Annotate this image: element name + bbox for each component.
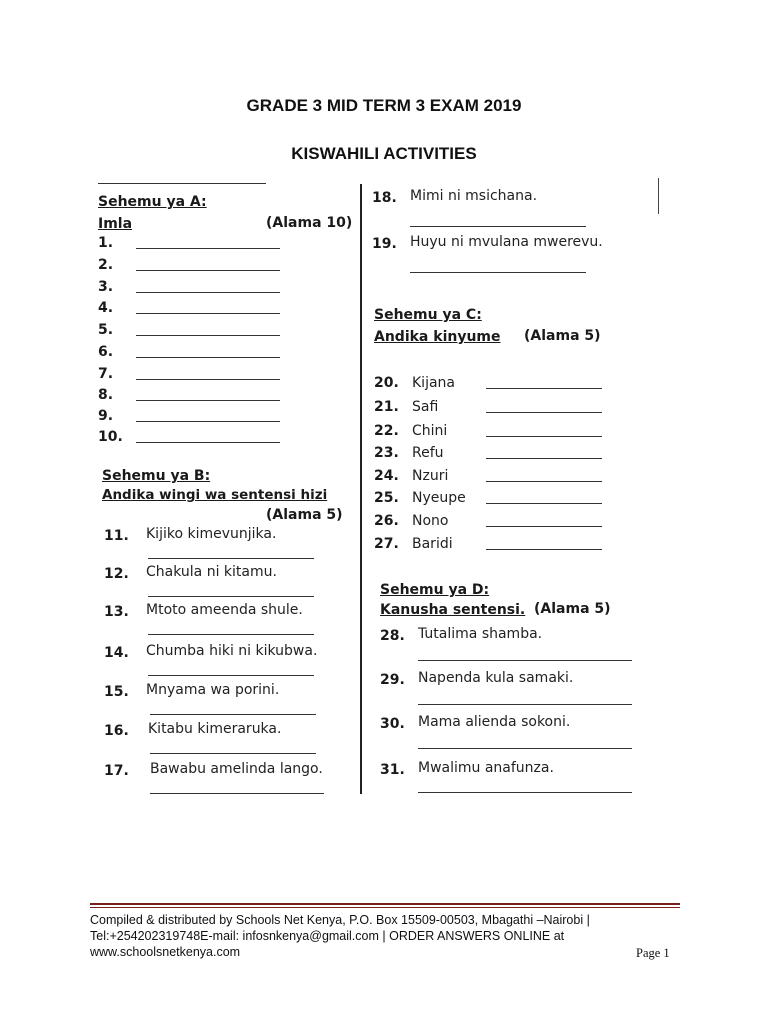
item-number: 3.	[98, 279, 114, 295]
item-number: 18.	[372, 190, 397, 206]
section-c-heading: Sehemu ya C:	[374, 307, 482, 323]
list-item	[374, 423, 614, 441]
item-number: 19.	[372, 236, 397, 252]
item-number: 27.	[374, 536, 399, 552]
item-number: 12.	[104, 566, 129, 582]
item-number: 5.	[98, 322, 114, 338]
list-item	[374, 490, 614, 508]
list-item	[98, 387, 288, 405]
answer-line[interactable]	[136, 421, 280, 422]
answer-line[interactable]	[486, 526, 602, 527]
answer-line[interactable]	[136, 379, 280, 380]
item-number: 20.	[374, 375, 399, 391]
sentence-text: Chumba hiki ni kikubwa.	[146, 643, 318, 659]
footer-text: Compiled & distributed by Schools Net Kenya, P.O. Box 15509-00503, Mbagathi –Nairobi | Tel:+254202319748E-mail: infosnkenya@gmail.com | ORDER ANSWERS ONLINE at www.schoolsnetkenya.com	[90, 913, 590, 959]
answer-line[interactable]	[136, 270, 280, 271]
list-item	[104, 723, 344, 741]
word-text: Nono	[412, 513, 449, 529]
list-item	[374, 468, 614, 486]
sentence-text: Chakula ni kitamu.	[146, 564, 277, 580]
list-item	[380, 672, 640, 690]
item-number: 26.	[374, 513, 399, 529]
subject-title: KISWAHILI ACTIVITIES	[291, 144, 477, 163]
list-item	[98, 344, 288, 362]
list-item	[104, 566, 344, 584]
list-item	[104, 684, 344, 702]
section-d-marks: (Alama 5)	[534, 601, 611, 617]
list-item	[98, 257, 288, 275]
list-item	[374, 399, 614, 417]
answer-line[interactable]	[410, 272, 586, 273]
section-d-instruction: Kanusha sentensi.	[380, 602, 526, 618]
item-number: 30.	[380, 716, 405, 732]
answer-line[interactable]	[148, 558, 314, 559]
item-number: 16.	[104, 723, 129, 739]
list-item	[98, 429, 288, 447]
footer-rule	[90, 903, 680, 905]
section-c-marks: (Alama 5)	[524, 328, 601, 344]
list-item	[98, 366, 288, 384]
list-item	[104, 645, 344, 663]
list-item	[98, 300, 288, 318]
list-item	[104, 604, 344, 622]
list-item	[104, 763, 354, 781]
answer-line[interactable]	[148, 634, 314, 635]
answer-line[interactable]	[418, 792, 632, 793]
word-text: Safi	[412, 399, 439, 415]
word-text: Nyeupe	[412, 490, 466, 506]
sentence-text: Mimi ni msichana.	[410, 188, 538, 204]
list-item	[374, 445, 614, 463]
list-item	[374, 513, 614, 531]
section-a-subheading: Imla	[98, 216, 133, 232]
answer-line[interactable]	[150, 714, 316, 715]
answer-line[interactable]	[136, 248, 280, 249]
word-text: Chini	[412, 423, 448, 439]
word-text: Refu	[412, 445, 444, 461]
sentence-text: Mnyama wa porini.	[146, 682, 280, 698]
item-number: 23.	[374, 445, 399, 461]
section-b-heading: Sehemu ya B:	[102, 468, 211, 484]
answer-line[interactable]	[486, 503, 602, 504]
answer-line[interactable]	[418, 704, 632, 705]
item-number: 22.	[374, 423, 399, 439]
answer-line[interactable]	[418, 660, 632, 661]
word-text: Kijana	[412, 375, 455, 391]
list-item	[380, 716, 640, 734]
exam-title: GRADE 3 MID TERM 3 EXAM 2019	[246, 96, 522, 115]
answer-line[interactable]	[148, 675, 314, 676]
item-number: 25.	[374, 490, 399, 506]
item-number: 15.	[104, 684, 129, 700]
sentence-text: Napenda kula samaki.	[418, 670, 574, 686]
sentence-text: Kijiko kimevunjika.	[146, 526, 277, 542]
list-item	[98, 408, 288, 426]
sentence-text: Mtoto ameenda shule.	[146, 602, 303, 618]
sentence-text: Mwalimu anafunza.	[418, 760, 554, 776]
footer-rule-thin	[90, 907, 680, 908]
word-text: Nzuri	[412, 468, 449, 484]
item-number: 13.	[104, 604, 129, 620]
list-item	[98, 279, 288, 297]
item-number: 1.	[98, 235, 114, 251]
answer-line[interactable]	[136, 313, 280, 314]
answer-line[interactable]	[410, 226, 586, 227]
item-number: 10.	[98, 429, 123, 445]
answer-line[interactable]	[486, 549, 602, 550]
sentence-text: Mama alienda sokoni.	[418, 714, 571, 730]
section-c-instruction: Andika kinyume	[374, 329, 501, 345]
item-number: 31.	[380, 762, 405, 778]
answer-line[interactable]	[486, 436, 602, 437]
item-number: 24.	[374, 468, 399, 484]
scan-edge-line	[658, 178, 659, 214]
item-number: 9.	[98, 408, 114, 424]
answer-line[interactable]	[150, 793, 324, 794]
answer-line[interactable]	[148, 596, 314, 597]
item-number: 29.	[380, 672, 405, 688]
list-item	[98, 235, 288, 253]
item-number: 4.	[98, 300, 114, 316]
section-b-instruction: Andika wingi wa sentensi hizi	[102, 487, 328, 503]
list-item	[374, 536, 614, 554]
section-b-marks: (Alama 5)	[266, 507, 343, 523]
answer-line[interactable]	[136, 357, 280, 358]
answer-line[interactable]	[136, 400, 280, 401]
item-number: 6.	[98, 344, 114, 360]
item-number: 14.	[104, 645, 129, 661]
sentence-text: Tutalima shamba.	[418, 626, 543, 642]
list-item	[374, 375, 614, 393]
list-item	[380, 762, 640, 780]
column-divider	[360, 184, 362, 794]
answer-line[interactable]	[486, 412, 602, 413]
answer-line[interactable]	[136, 442, 280, 443]
list-item	[372, 236, 652, 254]
item-number: 11.	[104, 528, 129, 544]
answer-line[interactable]	[418, 748, 632, 749]
list-item	[380, 628, 640, 646]
answer-line[interactable]	[150, 753, 316, 754]
sentence-text: Kitabu kimeraruka.	[148, 721, 282, 737]
answer-line[interactable]	[136, 335, 280, 336]
answer-line[interactable]	[136, 292, 280, 293]
item-number: 28.	[380, 628, 405, 644]
answer-line[interactable]	[486, 481, 602, 482]
scanned-worksheet	[90, 178, 662, 808]
list-item	[98, 322, 288, 340]
answer-line[interactable]	[486, 458, 602, 459]
section-d-heading: Sehemu ya D:	[380, 582, 490, 598]
page-number: Page 1	[636, 946, 670, 960]
section-a-heading: Sehemu ya A:	[98, 194, 207, 210]
item-number: 7.	[98, 366, 114, 382]
sentence-text: Huyu ni mvulana mwerevu.	[410, 234, 603, 250]
sentence-text: Bawabu amelinda lango.	[150, 761, 323, 777]
answer-line[interactable]	[486, 388, 602, 389]
word-text: Baridi	[412, 536, 453, 552]
list-item	[104, 528, 344, 546]
top-rule	[98, 183, 266, 184]
item-number: 17.	[104, 763, 129, 779]
item-number: 8.	[98, 387, 114, 403]
section-a-marks: (Alama 10)	[266, 215, 353, 231]
list-item	[372, 190, 632, 208]
item-number: 21.	[374, 399, 399, 415]
item-number: 2.	[98, 257, 114, 273]
